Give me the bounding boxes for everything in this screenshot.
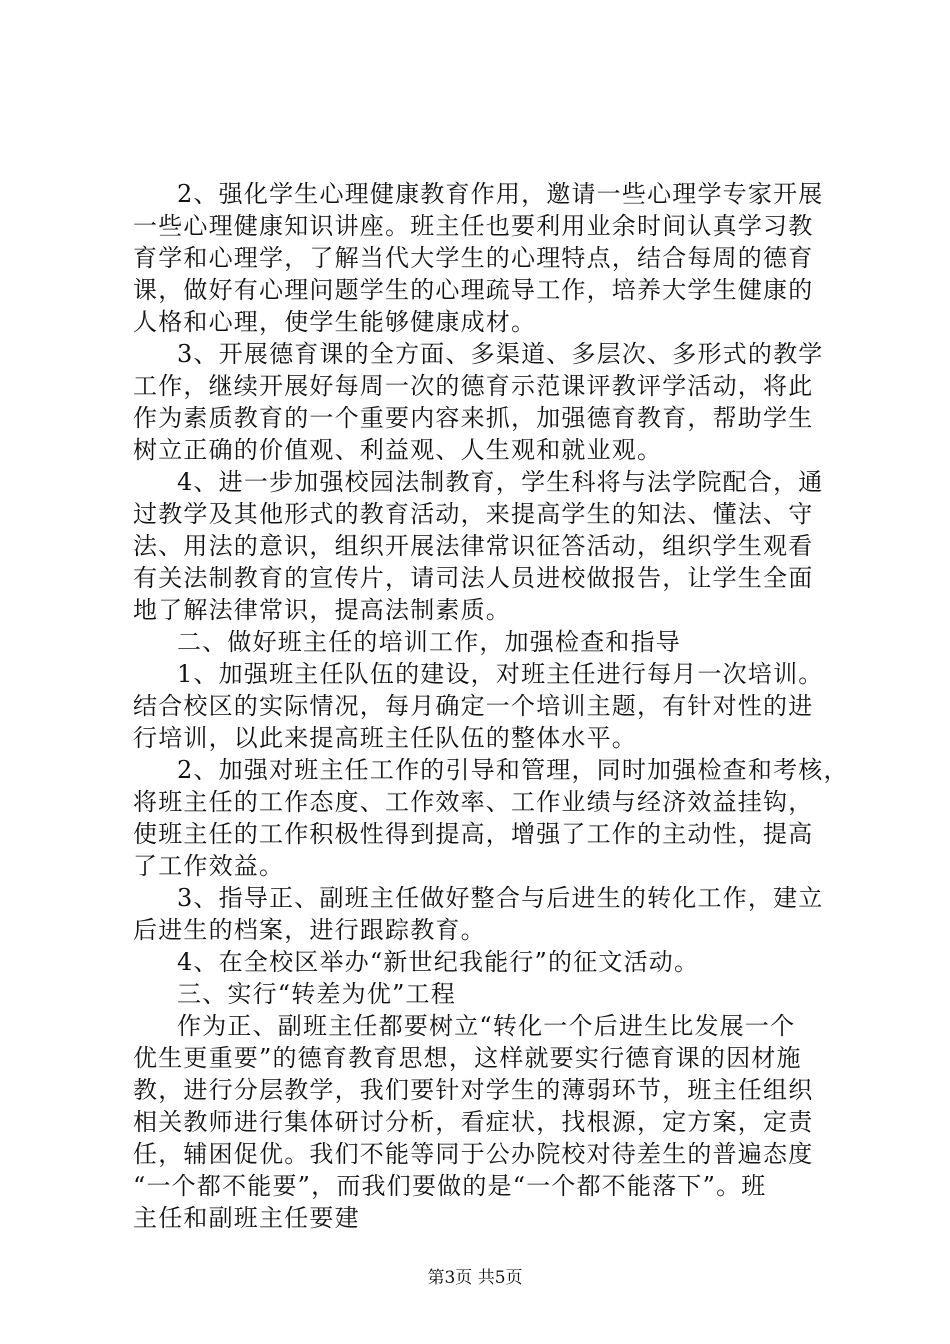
text-line: 4、进一步加强校园法制教育，学生科将与法学院配合，通 xyxy=(177,468,824,496)
text-line: 教，进行分层教学，我们要针对学生的薄弱环节，班主任组织 xyxy=(133,1076,814,1104)
text-line: 3、开展德育课的全方面、多渠道、多层次、多形式的教学 xyxy=(177,340,824,368)
text-line: 将班主任的工作态度、工作效率、工作业绩与经济效益挂钩， xyxy=(133,788,814,816)
text-line: “一个都不能要”，而我们要做的是“一个都不能落下”。班 xyxy=(133,1172,767,1200)
text-line: 2、强化学生心理健康教育作用，邀请一些心理学专家开展 xyxy=(177,180,824,208)
document-body xyxy=(133,178,849,1234)
text-line: 作为素质教育的一个重要内容来抓，加强德育教育，帮助学生 xyxy=(133,404,814,432)
text-line: 有关法制教育的宣传片，请司法人员进校做报告，让学生全面 xyxy=(133,564,814,592)
text-line: 三、实行“转差为优”工程 xyxy=(177,980,456,1008)
text-line: 地了解法律常识，提高法制素质。 xyxy=(133,596,511,624)
text-line: 了工作效益。 xyxy=(133,852,285,880)
text-line: 结合校区的实际情况，每月确定一个培训主题，有针对性的进 xyxy=(133,692,814,720)
text-line: 法、用法的意识，组织开展法律常识征答活动，组织学生观看 xyxy=(133,532,814,560)
text-line: 过教学及其他形式的教育活动，来提高学生的知法、懂法、守 xyxy=(133,500,814,528)
text-line: 4、在全校区举办“新世纪我能行”的征文活动。 xyxy=(177,948,700,976)
text-line: 工作，继续开展好每周一次的德育示范课评教评学活动，将此 xyxy=(133,372,814,400)
text-line: 树立正确的价值观、利益观、人生观和就业观。 xyxy=(133,436,663,464)
text-line: 3、指导正、副班主任做好整合与后进生的转化工作，建立 xyxy=(177,884,824,912)
text-line: 任，辅困促优。我们不能等同于公办院校对待差生的普遍态度 xyxy=(133,1140,814,1168)
text-line: 相关教师进行集体研讨分析，看症状，找根源，定方案，定责 xyxy=(133,1108,814,1136)
text-line: 二、做好班主任的培训工作，加强检查和指导 xyxy=(177,628,681,656)
text-line: 后进生的档案，进行跟踪教育。 xyxy=(133,916,486,944)
text-line: 使班主任的工作积极性得到提高，增强了工作的主动性，提高 xyxy=(133,820,814,848)
text-line: 主任和副班主任要建 xyxy=(133,1204,360,1232)
text-line: 作为正、副班主任都要树立“转化一个后进生比发展一个 xyxy=(177,1012,796,1040)
text-line: 人格和心理，使学生能够健康成材。 xyxy=(133,308,537,336)
text-line: 行培训，以此来提高班主任队伍的整体水平。 xyxy=(133,724,637,752)
page-footer: 第3页 共5页 xyxy=(427,1268,523,1288)
text-line: 2、加强对班主任工作的引导和管理，同时加强检查和考核， xyxy=(177,756,849,784)
text-line: 1、加强班主任队伍的建设，对班主任进行每月一次培训。 xyxy=(177,660,824,688)
text-line: 课，做好有心理问题学生的心理疏导工作，培养大学生健康的 xyxy=(133,276,814,304)
text-line: 一些心理健康知识讲座。班主任也要利用业余时间认真学习教 xyxy=(133,212,814,240)
text-line: 育学和心理学，了解当代大学生的心理特点，结合每周的德育 xyxy=(133,244,814,272)
text-line: 优生更重要”的德育教育思想，这样就要实行德育课的因材施 xyxy=(133,1044,802,1072)
